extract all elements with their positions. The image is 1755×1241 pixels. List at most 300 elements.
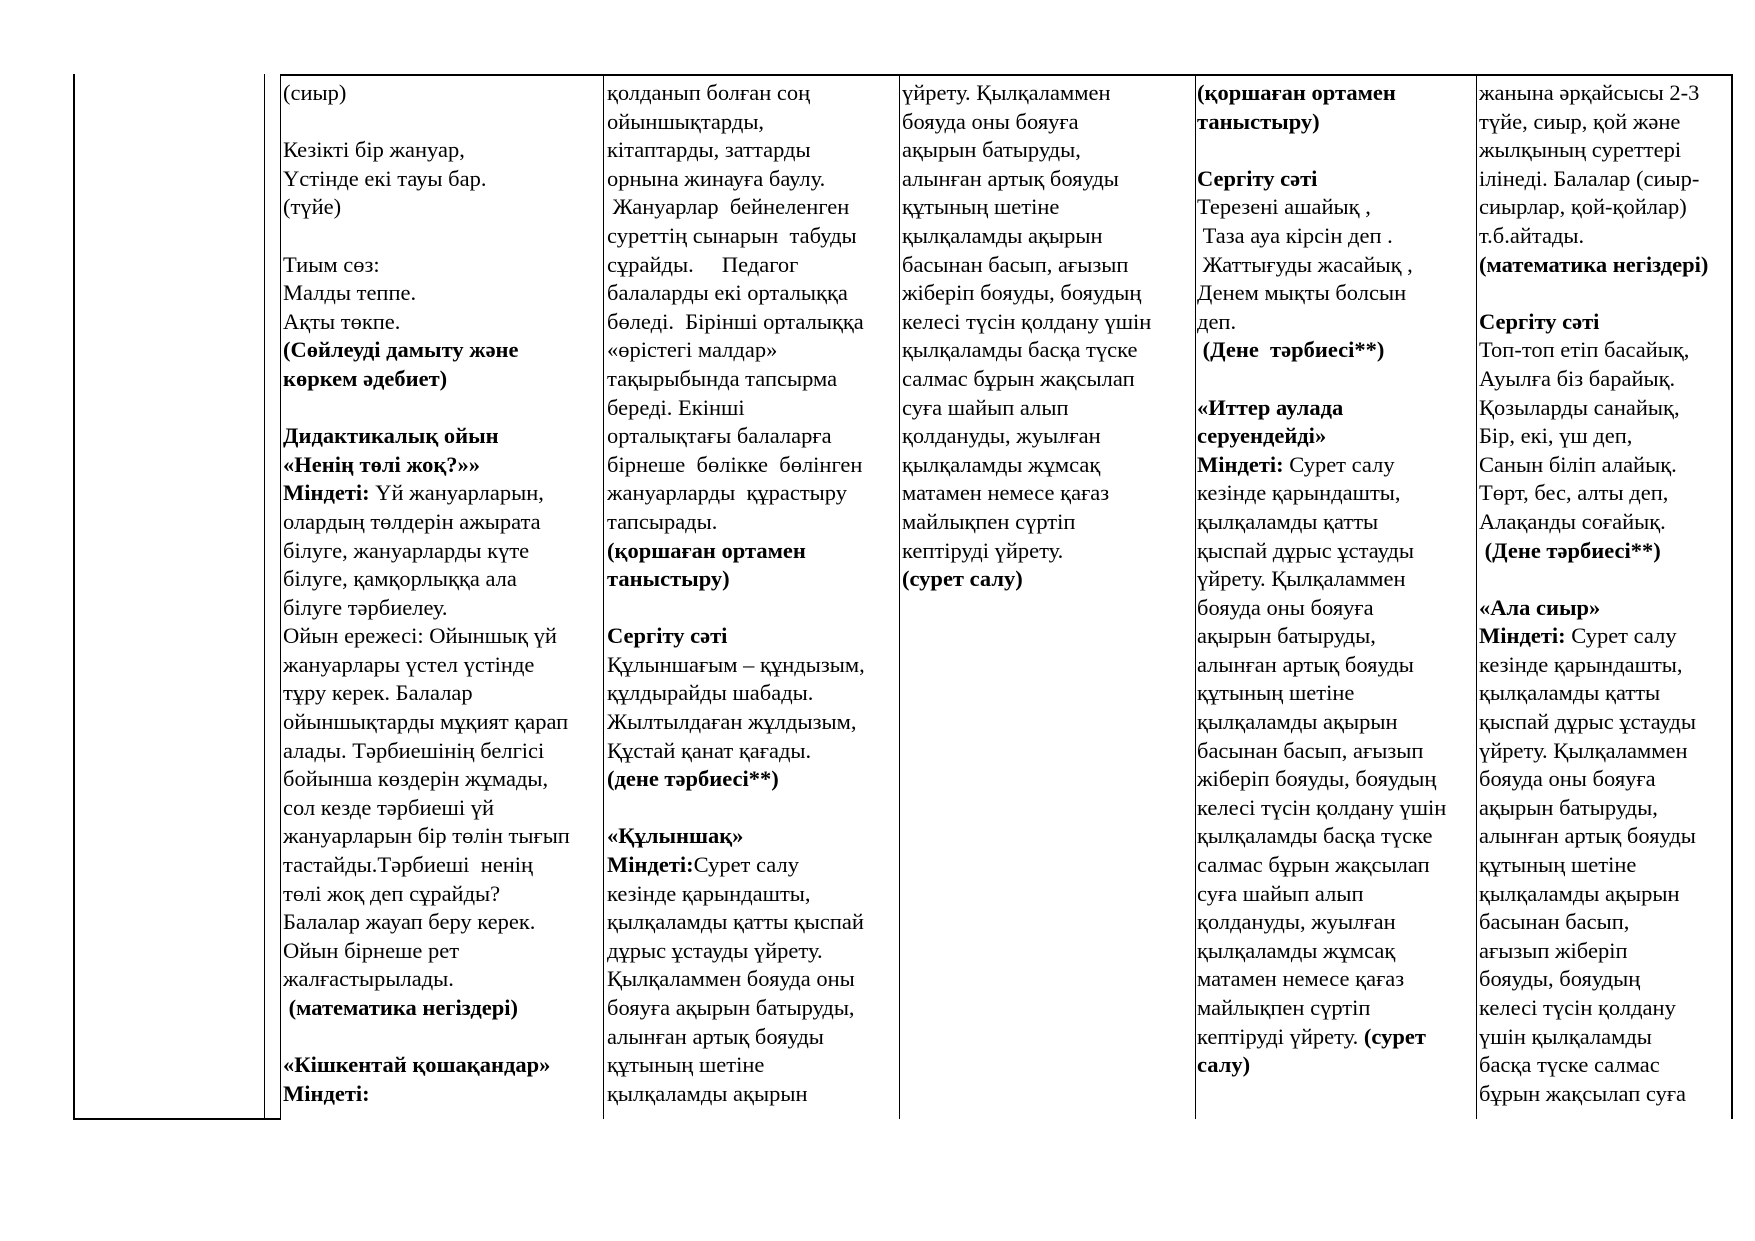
bold-text: Міндеті:	[1479, 623, 1572, 649]
text-line	[1197, 451, 1475, 480]
body-text: Сурет салу	[1289, 451, 1395, 477]
body-text: олардың төлдерін ажырата	[283, 508, 541, 534]
body-text: кезінде қарындашты,	[1197, 480, 1401, 506]
body-text: жылқының суреттері	[1479, 137, 1682, 163]
bold-text: Сергіту сәті	[1197, 165, 1318, 191]
text-line	[607, 880, 899, 909]
text-line	[1479, 508, 1731, 537]
body-text: сиырлар, қой-қойлар)	[1479, 194, 1687, 220]
body-text: қыспай дұрыс ұстауды	[1479, 709, 1696, 735]
body-text: матамен немесе қағаз	[902, 480, 1110, 506]
text-line	[1479, 565, 1731, 594]
body-text: Жылтылдаған жұлдызым,	[607, 709, 857, 735]
body-text: жіберіп бояуды, бояудың	[902, 280, 1142, 306]
text-line	[283, 851, 601, 880]
text-line	[902, 308, 1194, 337]
body-text: үйрету. Қылқаламмен	[902, 80, 1111, 105]
text-line	[283, 136, 601, 165]
text-line	[283, 965, 601, 994]
text-line	[1197, 622, 1475, 651]
body-text: (түйе)	[283, 194, 342, 220]
text-line	[1197, 794, 1475, 823]
text-line	[607, 108, 899, 137]
text-line	[607, 708, 899, 737]
text-line	[1197, 765, 1475, 794]
body-text: Жануарлар бейнеленген	[607, 194, 850, 220]
text-line	[607, 908, 899, 937]
body-text: жануарларын бір төлін тығып	[283, 823, 570, 849]
text-line	[1197, 1023, 1475, 1052]
text-line	[607, 622, 899, 651]
text-line	[283, 1051, 601, 1080]
text-line	[1197, 108, 1475, 137]
text-line	[1197, 394, 1475, 423]
text-line	[1197, 937, 1475, 966]
text-line	[1479, 336, 1731, 365]
text-line	[607, 422, 899, 451]
text-line	[283, 651, 601, 680]
body-text: Алақанды соғайық.	[1479, 508, 1666, 534]
text-line	[1197, 651, 1475, 680]
text-line	[1197, 308, 1475, 337]
text-line	[902, 394, 1194, 423]
text-line	[1479, 308, 1731, 337]
text-line	[607, 394, 899, 423]
text-line	[607, 765, 899, 794]
column-divider	[1195, 74, 1196, 1119]
body-text: құтының шетіне	[607, 1052, 765, 1078]
text-line	[283, 251, 601, 280]
text-line	[1197, 79, 1475, 108]
body-text: бояуға ақырын батыруды,	[607, 995, 855, 1020]
body-text: ақырын батыруды,	[902, 137, 1081, 163]
bold-text: Міндеті:	[607, 852, 694, 878]
text-line	[1197, 908, 1475, 937]
body-text: Терезені ашайық ,	[1197, 194, 1371, 220]
text-line	[1479, 279, 1731, 308]
body-text: қолданып болған соң	[607, 80, 811, 105]
text-line	[1479, 365, 1731, 394]
body-text: кептіруді үйрету.	[902, 537, 1064, 563]
column-divider	[899, 74, 900, 1119]
body-text: құтының шетіне	[902, 194, 1060, 220]
text-line	[607, 222, 899, 251]
text-line	[283, 165, 601, 194]
body-text: қылқаламды қатты	[1197, 508, 1379, 534]
column-text	[902, 79, 1194, 1121]
body-text: қылқаламды жұмсақ	[1197, 937, 1396, 963]
body-text: білуге тәрбиелеу.	[283, 594, 448, 620]
text-line	[607, 679, 899, 708]
body-text: майлықпен сүртіп	[902, 508, 1076, 534]
bold-text: (Сөйлеуді дамыту және	[283, 337, 519, 363]
text-line	[607, 651, 899, 680]
body-text: жалғастырылады.	[283, 966, 454, 992]
body-text: алады. Тәрбиешінің белгісі	[283, 737, 545, 763]
body-text: кезінде қарындашты,	[1479, 651, 1683, 677]
column-divider	[1476, 74, 1477, 1119]
text-line	[1197, 336, 1475, 365]
column-text	[1479, 79, 1731, 1121]
text-line	[607, 279, 899, 308]
body-text: Төрт, бес, алты деп,	[1479, 480, 1669, 506]
text-line	[1479, 651, 1731, 680]
text-line	[283, 880, 601, 909]
text-line	[902, 508, 1194, 537]
body-text: Құстай қанат қағады.	[607, 737, 812, 763]
text-line	[1479, 479, 1731, 508]
body-text: үйрету. Қылқаламмен	[1197, 566, 1406, 592]
text-line	[607, 565, 899, 594]
text-line	[283, 508, 601, 537]
text-line	[1479, 765, 1731, 794]
text-line	[902, 537, 1194, 566]
column-divider	[603, 74, 604, 1119]
body-text: түйе, сиыр, қой және	[1479, 108, 1681, 134]
text-line	[1197, 851, 1475, 880]
body-text: дұрыс ұстауды үйрету.	[607, 937, 823, 963]
body-text: басынан басып, ағызып	[1197, 737, 1424, 763]
text-line	[1197, 994, 1475, 1023]
body-text: басынан басып, ағызып	[902, 251, 1129, 277]
text-line	[902, 222, 1194, 251]
body-text: қылқаламды ақырын	[607, 1080, 808, 1106]
text-line	[607, 594, 899, 623]
body-text: Сурет салу	[1571, 623, 1677, 649]
bold-text: (Дене тәрбиесі**)	[1197, 337, 1385, 363]
bold-text: (сурет салу)	[902, 566, 1023, 592]
text-line	[283, 1080, 601, 1109]
bold-text: (дене тәрбиесі**)	[607, 766, 779, 792]
text-line	[1479, 193, 1731, 222]
body-text: қылқаламды басқа түске	[1197, 823, 1433, 849]
text-line	[607, 1023, 899, 1052]
bold-text: «Ала сиыр»	[1479, 594, 1601, 620]
body-text: қылқаламды ақырын	[1197, 709, 1398, 735]
text-line	[1479, 737, 1731, 766]
text-line	[283, 622, 601, 651]
text-line	[607, 193, 899, 222]
body-text: жануарларды құрастыру	[607, 480, 848, 506]
text-line	[1197, 165, 1475, 194]
text-line	[902, 365, 1194, 394]
body-text: балаларды екі орталыққа	[607, 280, 848, 306]
text-line	[283, 737, 601, 766]
text-line	[1479, 1080, 1731, 1109]
body-text: қылқаламды басқа түске	[902, 337, 1138, 363]
body-text	[283, 395, 289, 420]
body-text: бойынша көздерін жұмады,	[283, 766, 549, 792]
text-line	[1197, 708, 1475, 737]
text-line	[607, 479, 899, 508]
text-line	[902, 79, 1194, 108]
text-line	[1479, 136, 1731, 165]
body-text: келесі түсін қолдану үшін	[902, 308, 1152, 334]
body-text: құлдырайды шабады.	[607, 680, 814, 706]
bold-text: Дидактикалық ойын	[283, 423, 499, 449]
body-text: Таза ауа кірсін деп .	[1197, 222, 1393, 248]
bold-text: Міндеті:	[1197, 451, 1290, 477]
body-text: Ойын бірнеше рет	[283, 937, 460, 963]
text-line	[902, 336, 1194, 365]
bold-text: таныстыру)	[607, 566, 730, 592]
body-text: бояуда оны бояуға	[1479, 766, 1656, 792]
body-text: алынған артық бояуды	[1479, 823, 1696, 849]
body-text: құтының шетіне	[1197, 680, 1355, 706]
text-line	[607, 136, 899, 165]
text-line	[1197, 193, 1475, 222]
text-line	[607, 451, 899, 480]
text-line	[1197, 537, 1475, 566]
body-text: орнына жинауға баулу.	[607, 165, 826, 191]
text-line	[283, 365, 601, 394]
body-text: басқа түске салмас	[1479, 1052, 1660, 1078]
body-text	[1479, 280, 1485, 305]
body-text: ойыншықтарды,	[607, 108, 765, 134]
text-line	[607, 1080, 899, 1109]
text-line	[607, 965, 899, 994]
body-text: бөледі. Бірінші орталыққа	[607, 308, 864, 334]
body-text: береді. Екінші	[607, 394, 745, 420]
text-line	[607, 937, 899, 966]
text-line	[1479, 880, 1731, 909]
bold-text: Міндеті:	[283, 480, 376, 506]
body-text: төлі жоқ деп сұрайды?	[283, 880, 501, 906]
text-line	[607, 994, 899, 1023]
text-line	[902, 136, 1194, 165]
body-text: бірнеше бөлікке бөлінген	[607, 451, 863, 477]
body-text: бұрын жақсылап суға	[1479, 1080, 1687, 1106]
body-text	[607, 595, 613, 620]
text-line	[902, 108, 1194, 137]
bold-text: Міндеті:	[283, 1080, 370, 1106]
table-right-border	[1731, 74, 1733, 1119]
bold-text: (сурет	[1363, 1023, 1426, 1049]
text-line	[1479, 1023, 1731, 1052]
text-line	[1197, 422, 1475, 451]
text-line	[1197, 737, 1475, 766]
column-divider	[280, 74, 281, 1119]
text-line	[283, 908, 601, 937]
body-text: қылқаламды жұмсақ	[902, 451, 1101, 477]
text-line	[1479, 822, 1731, 851]
text-line	[1197, 965, 1475, 994]
text-line	[1479, 679, 1731, 708]
body-text: орталықтағы балаларға	[607, 423, 832, 449]
body-text: Кезікті бір жануар,	[283, 137, 465, 163]
text-line	[1197, 679, 1475, 708]
text-line	[1197, 222, 1475, 251]
text-line	[607, 308, 899, 337]
text-line	[902, 165, 1194, 194]
column-divider	[264, 74, 265, 1119]
body-text: қолдануды, жуылған	[1197, 909, 1396, 935]
body-text: Санын біліп алайық.	[1479, 451, 1677, 477]
bold-text: (қоршаған ортамен	[607, 537, 806, 563]
text-line	[607, 794, 899, 823]
text-line	[283, 994, 601, 1023]
text-line	[902, 451, 1194, 480]
body-text: Бір, екі, үш деп,	[1479, 423, 1633, 449]
body-text: алынған артық бояуды	[607, 1023, 824, 1049]
bold-text: «Құлыншақ»	[607, 823, 744, 849]
text-line	[283, 708, 601, 737]
body-text: үйрету. Қылқаламмен	[1479, 737, 1688, 763]
text-line	[283, 336, 601, 365]
text-line	[1479, 222, 1731, 251]
body-text: Малды теппе.	[283, 280, 417, 306]
text-line	[902, 479, 1194, 508]
table-left-border	[73, 74, 75, 1119]
body-text: қолдануды, жуылған	[902, 423, 1101, 449]
body-text: қылқаламды ақырын	[1479, 880, 1680, 906]
body-text: жанына әрқайсысы 2-3	[1479, 80, 1700, 105]
text-line	[283, 193, 601, 222]
text-line	[1479, 622, 1731, 651]
bold-text: салу)	[1197, 1052, 1251, 1078]
body-text: Құлыншағым – құндызым,	[607, 651, 865, 677]
text-line	[902, 279, 1194, 308]
body-text: бояуды, бояудың	[1479, 966, 1641, 992]
body-text: Топ-топ етіп басайық,	[1479, 337, 1690, 363]
text-line	[283, 451, 601, 480]
bold-text: серуендейді»	[1197, 423, 1327, 449]
text-line	[1197, 508, 1475, 537]
text-line	[1479, 937, 1731, 966]
text-line	[607, 79, 899, 108]
text-line	[283, 565, 601, 594]
body-text: ілінеді. Балалар (сиыр-	[1479, 165, 1700, 191]
text-line	[283, 679, 601, 708]
body-text: құтының шетіне	[1479, 852, 1637, 878]
body-text: Балалар жауап беру керек.	[283, 909, 536, 935]
text-line	[1479, 422, 1731, 451]
text-line	[283, 422, 601, 451]
body-text: Үй жануарларын,	[375, 480, 544, 506]
body-text: қылқаламды қатты	[1479, 680, 1661, 706]
text-line	[607, 1051, 899, 1080]
body-text: бояуда оны бояуға	[902, 108, 1079, 134]
body-text: (сиыр)	[283, 80, 347, 105]
text-line	[1197, 279, 1475, 308]
body-text	[283, 223, 289, 248]
text-line	[607, 737, 899, 766]
column-text	[1197, 79, 1475, 1121]
body-text: қылқаламды ақырын	[902, 222, 1103, 248]
text-line	[1197, 822, 1475, 851]
text-line	[1197, 594, 1475, 623]
text-line	[1197, 1051, 1475, 1080]
text-line	[1479, 165, 1731, 194]
bold-text: (математика негіздері)	[283, 995, 519, 1020]
body-text: суреттің сынарын табуды	[607, 222, 857, 248]
text-line	[902, 565, 1194, 594]
text-line	[902, 251, 1194, 280]
text-line	[283, 279, 601, 308]
text-line	[1479, 851, 1731, 880]
body-text: сұрайды. Педагог	[607, 251, 799, 277]
table-top-border	[280, 74, 1732, 76]
text-line	[1479, 108, 1731, 137]
text-line	[607, 508, 899, 537]
body-text: білуге, қамқорлыққа ала	[283, 566, 517, 592]
body-text: ақырын батыруды,	[1197, 623, 1376, 649]
text-line	[283, 79, 601, 108]
table-bottom-border	[73, 1118, 281, 1120]
text-line	[283, 394, 601, 423]
text-line	[283, 822, 601, 851]
text-line	[1479, 594, 1731, 623]
text-line	[1479, 708, 1731, 737]
text-line	[283, 479, 601, 508]
bold-text: (математика негіздері)	[1479, 251, 1709, 277]
body-text: Ойын ережесі: Ойыншық үй	[283, 623, 557, 649]
body-text: салмас бұрын жақсылап	[1197, 852, 1430, 878]
text-line	[283, 308, 601, 337]
text-line	[1479, 794, 1731, 823]
body-text: Қозыларды санайық,	[1479, 394, 1680, 420]
body-text: алынған артық бояуды	[1197, 651, 1414, 677]
body-text: Тиым сөз:	[283, 251, 380, 277]
bold-text: «Иттер аулада	[1197, 394, 1344, 420]
text-line	[607, 851, 899, 880]
text-line	[1197, 251, 1475, 280]
body-text: ағызып жіберіп	[1479, 937, 1628, 963]
body-text	[1197, 137, 1203, 162]
body-text: ойыншықтарды мұқият қарап	[283, 709, 569, 735]
body-text: Ақты төкпе.	[283, 308, 401, 334]
bold-text: «Ненің төлі жоқ?»»	[283, 451, 481, 477]
bold-text: таныстыру)	[1197, 108, 1320, 134]
body-text: кезінде қарындашты,	[607, 880, 811, 906]
body-text: тақырыбында тапсырма	[607, 365, 838, 391]
body-text: Ауылға біз барайық.	[1479, 365, 1676, 391]
body-text	[1197, 366, 1203, 391]
body-text: суға шайып алып	[1197, 880, 1364, 906]
text-line	[1197, 365, 1475, 394]
text-line	[1479, 79, 1731, 108]
body-text: кептіруді үйрету.	[1197, 1023, 1364, 1049]
text-line	[607, 822, 899, 851]
text-line	[283, 594, 601, 623]
body-text: алынған артық бояуды	[902, 165, 1119, 191]
body-text: салмас бұрын жақсылап	[902, 365, 1135, 391]
text-line	[1479, 1051, 1731, 1080]
body-text: білуге, жануарларды күте	[283, 537, 530, 563]
bold-text: көркем әдебиет)	[283, 365, 448, 391]
text-line	[1197, 479, 1475, 508]
text-line	[607, 165, 899, 194]
body-text: бояуда оны бояуға	[1197, 594, 1374, 620]
body-text: Жаттығуды жасайық ,	[1197, 251, 1413, 277]
body-text: суға шайып алып	[902, 394, 1069, 420]
column-text	[283, 79, 601, 1121]
body-text: деп.	[1197, 308, 1237, 334]
bold-text: (Дене тәрбиесі**)	[1479, 537, 1661, 563]
text-line	[283, 937, 601, 966]
body-text: жануарлары үстел үстінде	[283, 651, 535, 677]
text-line	[607, 336, 899, 365]
text-line	[283, 537, 601, 566]
body-text	[283, 109, 289, 134]
body-text: сол кезде тәрбиеші үй	[283, 794, 495, 820]
text-line	[283, 108, 601, 137]
bold-text: Сергіту сәті	[1479, 308, 1600, 334]
text-line	[902, 193, 1194, 222]
text-line	[1479, 251, 1731, 280]
body-text: Сурет салу	[693, 852, 799, 878]
text-line	[283, 222, 601, 251]
